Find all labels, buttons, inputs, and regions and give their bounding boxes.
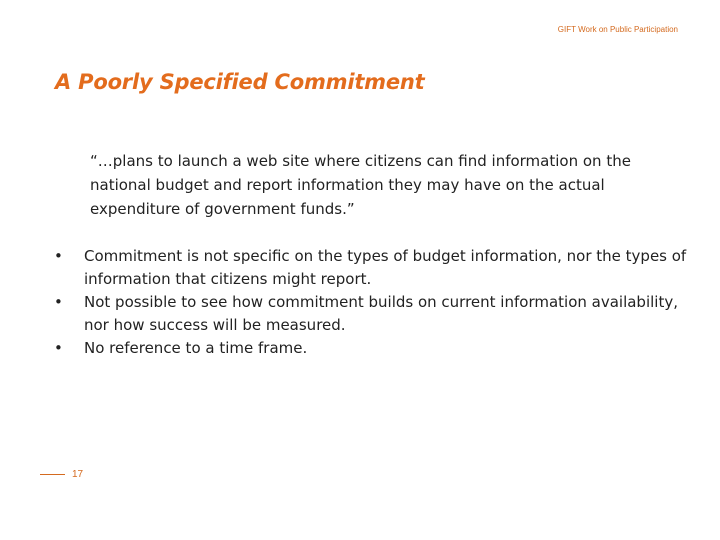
bullet-list bbox=[52, 245, 692, 360]
bullet-icon: • bbox=[54, 339, 63, 357]
footer bbox=[40, 469, 83, 480]
footer-rule bbox=[40, 474, 65, 475]
bullet-item bbox=[52, 245, 692, 291]
bullet-text: No reference to a time frame. bbox=[84, 339, 308, 357]
slide-title: A Poorly Specified Commitment bbox=[55, 70, 425, 94]
bullet-text: Commitment is not specific on the types of budget information, nor the types of information that citizens might report. bbox=[84, 247, 687, 288]
quote-text: “…plans to launch a web site where citizens can find information on the national budget and report information they may have on the actual expenditure of government funds.” bbox=[90, 152, 631, 218]
bullet-icon: • bbox=[54, 293, 63, 311]
header-label: GIFT Work on Public Participation bbox=[557, 25, 678, 34]
bullet-item bbox=[52, 291, 692, 337]
bullet-item bbox=[52, 337, 692, 360]
bullet-icon: • bbox=[54, 247, 63, 265]
page-number: 17 bbox=[72, 469, 84, 480]
bullet-text: Not possible to see how commitment builds on current information availability, nor how success will be measured. bbox=[84, 293, 678, 334]
